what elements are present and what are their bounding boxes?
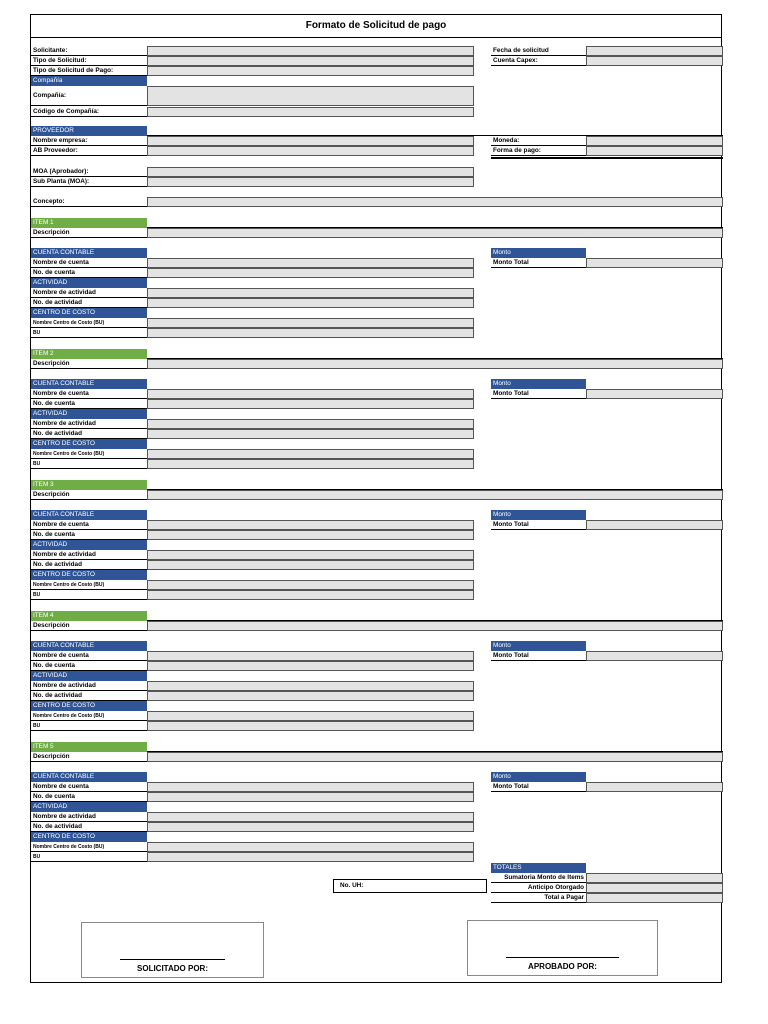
item2-cuenta-contable-header: CUENTA CONTABLE xyxy=(31,379,147,389)
item2-centro-costo-header: CENTRO DE COSTO xyxy=(31,439,147,449)
item5-cuenta-contable-header: CUENTA CONTABLE xyxy=(31,772,147,782)
totales-header: TOTALES xyxy=(491,863,586,873)
item1-nombre-centro-field[interactable] xyxy=(147,318,474,328)
aprobado-label: APROBADO POR: xyxy=(528,962,597,971)
item1-monto-total-label: Monto Total xyxy=(491,258,586,268)
item5-actividad-header: ACTIVIDAD xyxy=(31,802,147,812)
item2-descripcion-field[interactable] xyxy=(147,359,723,369)
tipo-solicitud-pago-field[interactable] xyxy=(147,66,474,76)
item2-nombre-cuenta-label: Nombre de cuenta xyxy=(31,389,147,399)
solicitado-signature-line xyxy=(120,959,225,960)
forma-pago-field[interactable] xyxy=(586,146,723,156)
item4-nombre-cuenta-field[interactable] xyxy=(147,651,474,661)
item1-bu-label: BU xyxy=(31,328,147,338)
item5-header: ITEM 5 xyxy=(31,742,147,752)
item5-no-cuenta-field[interactable] xyxy=(147,792,474,802)
solicitado-signature-box[interactable] xyxy=(81,922,264,978)
cuenta-capex-field[interactable] xyxy=(586,56,723,66)
item5-nombre-cuenta-label: Nombre de cuenta xyxy=(31,782,147,792)
item2-descripcion-label: Descripción xyxy=(31,359,147,369)
item4-no-cuenta-label: No. de cuenta xyxy=(31,661,147,671)
item5-nombre-centro-label: Nombre Centro de Costo (BU) xyxy=(31,842,147,852)
item1-cuenta-contable-header: CUENTA CONTABLE xyxy=(31,248,147,258)
item4-nombre-actividad-field[interactable] xyxy=(147,681,474,691)
total-pagar-label: Total a Pagar xyxy=(491,893,586,903)
nombre-empresa-label: Nombre empresa: xyxy=(31,136,147,146)
compania-label: Compañía: xyxy=(31,86,147,106)
item3-monto-header: Monto xyxy=(491,510,586,520)
item3-no-actividad-label: No. de actividad xyxy=(31,560,147,570)
cuenta-capex-label: Cuenta Capex: xyxy=(491,56,586,66)
item1-no-cuenta-field[interactable] xyxy=(147,268,474,278)
item4-monto-header: Monto xyxy=(491,641,586,651)
item1-nombre-cuenta-field[interactable] xyxy=(147,258,474,268)
item4-header: ITEM 4 xyxy=(31,611,147,621)
item3-header: ITEM 3 xyxy=(31,480,147,490)
item5-descripcion-field[interactable] xyxy=(147,752,723,762)
item3-cuenta-contable-header: CUENTA CONTABLE xyxy=(31,510,147,520)
tipo-solicitud-field[interactable] xyxy=(147,56,474,66)
item4-no-actividad-label: No. de actividad xyxy=(31,691,147,701)
item2-nombre-cuenta-field[interactable] xyxy=(147,389,474,399)
nombre-empresa-field[interactable] xyxy=(147,136,474,146)
total-pagar-field[interactable] xyxy=(586,893,723,903)
item1-nombre-actividad-label: Nombre de actividad xyxy=(31,288,147,298)
codigo-compania-field[interactable] xyxy=(147,107,474,117)
item2-monto-total-field[interactable] xyxy=(586,389,723,399)
item5-no-actividad-label: No. de actividad xyxy=(31,822,147,832)
item2-header: ITEM 2 xyxy=(31,349,147,359)
item5-nombre-actividad-label: Nombre de actividad xyxy=(31,812,147,822)
solicitado-label: SOLICITADO POR: xyxy=(137,964,208,973)
moneda-field[interactable] xyxy=(586,136,723,146)
item5-bu-field[interactable] xyxy=(147,852,474,862)
item3-no-cuenta-label: No. de cuenta xyxy=(31,530,147,540)
item4-monto-total-label: Monto Total xyxy=(491,651,586,661)
item4-no-actividad-field[interactable] xyxy=(147,691,474,701)
proveedor-header: PROVEEDOR xyxy=(31,126,147,136)
item4-cuenta-contable-header: CUENTA CONTABLE xyxy=(31,641,147,651)
item1-monto-header: Monto xyxy=(491,248,586,258)
item1-no-cuenta-label: No. de cuenta xyxy=(31,268,147,278)
sumatoria-field[interactable] xyxy=(586,873,723,883)
concepto-field[interactable] xyxy=(147,197,723,207)
item2-no-actividad-field[interactable] xyxy=(147,429,474,439)
aprobado-signature-box[interactable] xyxy=(467,920,658,976)
item3-nombre-cuenta-field[interactable] xyxy=(147,520,474,530)
item1-bu-field[interactable] xyxy=(147,328,474,338)
item4-nombre-actividad-label: Nombre de actividad xyxy=(31,681,147,691)
item4-descripcion-label: Descripción xyxy=(31,621,147,631)
item5-no-actividad-field[interactable] xyxy=(147,822,474,832)
item3-bu-label: BU xyxy=(31,590,147,600)
item5-nombre-cuenta-field[interactable] xyxy=(147,782,474,792)
item1-no-actividad-label: No. de actividad xyxy=(31,298,147,308)
item2-no-cuenta-field[interactable] xyxy=(147,399,474,409)
forma-pago-label: Forma de pago: xyxy=(491,146,586,156)
item5-centro-costo-header: CENTRO DE COSTO xyxy=(31,832,147,842)
item3-nombre-centro-label: Nombre Centro de Costo (BU) xyxy=(31,580,147,590)
item2-no-cuenta-label: No. de cuenta xyxy=(31,399,147,409)
item5-nombre-centro-field[interactable] xyxy=(147,842,474,852)
item2-monto-total-label: Monto Total xyxy=(491,389,586,399)
fecha-solicitud-label: Fecha de solicitud xyxy=(491,46,586,56)
proveedor-bottom-rule xyxy=(491,157,723,159)
item1-descripcion-field[interactable] xyxy=(147,228,723,238)
item2-actividad-header: ACTIVIDAD xyxy=(31,409,147,419)
moneda-label: Moneda: xyxy=(491,136,586,146)
sub-planta-field[interactable] xyxy=(147,177,474,187)
item3-nombre-cuenta-label: Nombre de cuenta xyxy=(31,520,147,530)
item2-monto-header: Monto xyxy=(491,379,586,389)
fecha-solicitud-field[interactable] xyxy=(586,46,723,56)
compania-header: Compañía xyxy=(31,76,147,86)
item2-nombre-actividad-label: Nombre de actividad xyxy=(31,419,147,429)
item1-actividad-header: ACTIVIDAD xyxy=(31,278,147,288)
item3-bu-field[interactable] xyxy=(147,590,474,600)
item3-nombre-actividad-label: Nombre de actividad xyxy=(31,550,147,560)
item5-bu-label: BU xyxy=(31,852,147,862)
item1-centro-costo-header: CENTRO DE COSTO xyxy=(31,308,147,318)
item2-nombre-actividad-field[interactable] xyxy=(147,419,474,429)
item5-nombre-actividad-field[interactable] xyxy=(147,812,474,822)
anticipo-label: Anticipo Otorgado xyxy=(491,883,586,893)
item3-nombre-actividad-field[interactable] xyxy=(147,550,474,560)
item3-actividad-header: ACTIVIDAD xyxy=(31,540,147,550)
item3-monto-total-label: Monto Total xyxy=(491,520,586,530)
aprobado-signature-line xyxy=(506,957,619,958)
ab-proveedor-field[interactable] xyxy=(147,146,474,156)
item1-monto-total-field[interactable] xyxy=(586,258,723,268)
item1-no-actividad-field[interactable] xyxy=(147,298,474,308)
item1-header: ITEM 1 xyxy=(31,218,147,228)
item3-descripcion-field[interactable] xyxy=(147,490,723,500)
codigo-compania-label: Código de Compañía: xyxy=(31,107,147,117)
ab-proveedor-label: AB Proveedor: xyxy=(31,146,147,156)
item4-descripcion-field[interactable] xyxy=(147,621,723,631)
moa-aprobador-label: MOA (Aprobador): xyxy=(31,167,147,177)
solicitante-label: Solicitante: xyxy=(31,46,147,56)
sumatoria-label: Sumatoria Monto de Items xyxy=(491,873,586,883)
item4-no-cuenta-field[interactable] xyxy=(147,661,474,671)
item1-nombre-centro-label: Nombre Centro de Costo (BU) xyxy=(31,318,147,328)
item3-no-actividad-field[interactable] xyxy=(147,560,474,570)
item3-centro-costo-header: CENTRO DE COSTO xyxy=(31,570,147,580)
item4-actividad-header: ACTIVIDAD xyxy=(31,671,147,681)
solicitante-field[interactable] xyxy=(147,46,474,56)
item4-bu-label: BU xyxy=(31,721,147,731)
item4-centro-costo-header: CENTRO DE COSTO xyxy=(31,701,147,711)
anticipo-field[interactable] xyxy=(586,883,723,893)
item5-monto-total-label: Monto Total xyxy=(491,782,586,792)
item5-no-cuenta-label: No. de cuenta xyxy=(31,792,147,802)
tipo-solicitud-label: Tipo de Solicitud: xyxy=(31,56,147,66)
item2-bu-field[interactable] xyxy=(147,459,474,469)
item4-nombre-centro-label: Nombre Centro de Costo (BU) xyxy=(31,711,147,721)
payment-request-form xyxy=(30,14,722,983)
item4-nombre-centro-field[interactable] xyxy=(147,711,474,721)
sub-planta-label: Sub Planta (MOA): xyxy=(31,177,147,187)
item4-monto-total-field[interactable] xyxy=(586,651,723,661)
no-uh-field[interactable]: No. UH: xyxy=(333,879,487,893)
concepto-label: Concepto: xyxy=(31,197,147,207)
item2-nombre-centro-label: Nombre Centro de Costo (BU) xyxy=(31,449,147,459)
item2-no-actividad-label: No. de actividad xyxy=(31,429,147,439)
tipo-solicitud-pago-label: Tipo de Solicitud de Pago: xyxy=(31,66,147,76)
item1-descripcion-label: Descripción xyxy=(31,228,147,238)
item1-nombre-cuenta-label: Nombre de cuenta xyxy=(31,258,147,268)
item3-descripcion-label: Descripción xyxy=(31,490,147,500)
compania-field[interactable] xyxy=(147,86,474,106)
item2-nombre-centro-field[interactable] xyxy=(147,449,474,459)
item2-bu-label: BU xyxy=(31,459,147,469)
item5-monto-header: Monto xyxy=(491,772,586,782)
item3-monto-total-field[interactable] xyxy=(586,520,723,530)
item4-nombre-cuenta-label: Nombre de cuenta xyxy=(31,651,147,661)
item4-bu-field[interactable] xyxy=(147,721,474,731)
item3-no-cuenta-field[interactable] xyxy=(147,530,474,540)
form-title: Formato de Solicitud de pago xyxy=(31,15,721,38)
item1-nombre-actividad-field[interactable] xyxy=(147,288,474,298)
moa-aprobador-field[interactable] xyxy=(147,167,474,177)
item5-monto-total-field[interactable] xyxy=(586,782,723,792)
item3-nombre-centro-field[interactable] xyxy=(147,580,474,590)
item5-descripcion-label: Descripción xyxy=(31,752,147,762)
